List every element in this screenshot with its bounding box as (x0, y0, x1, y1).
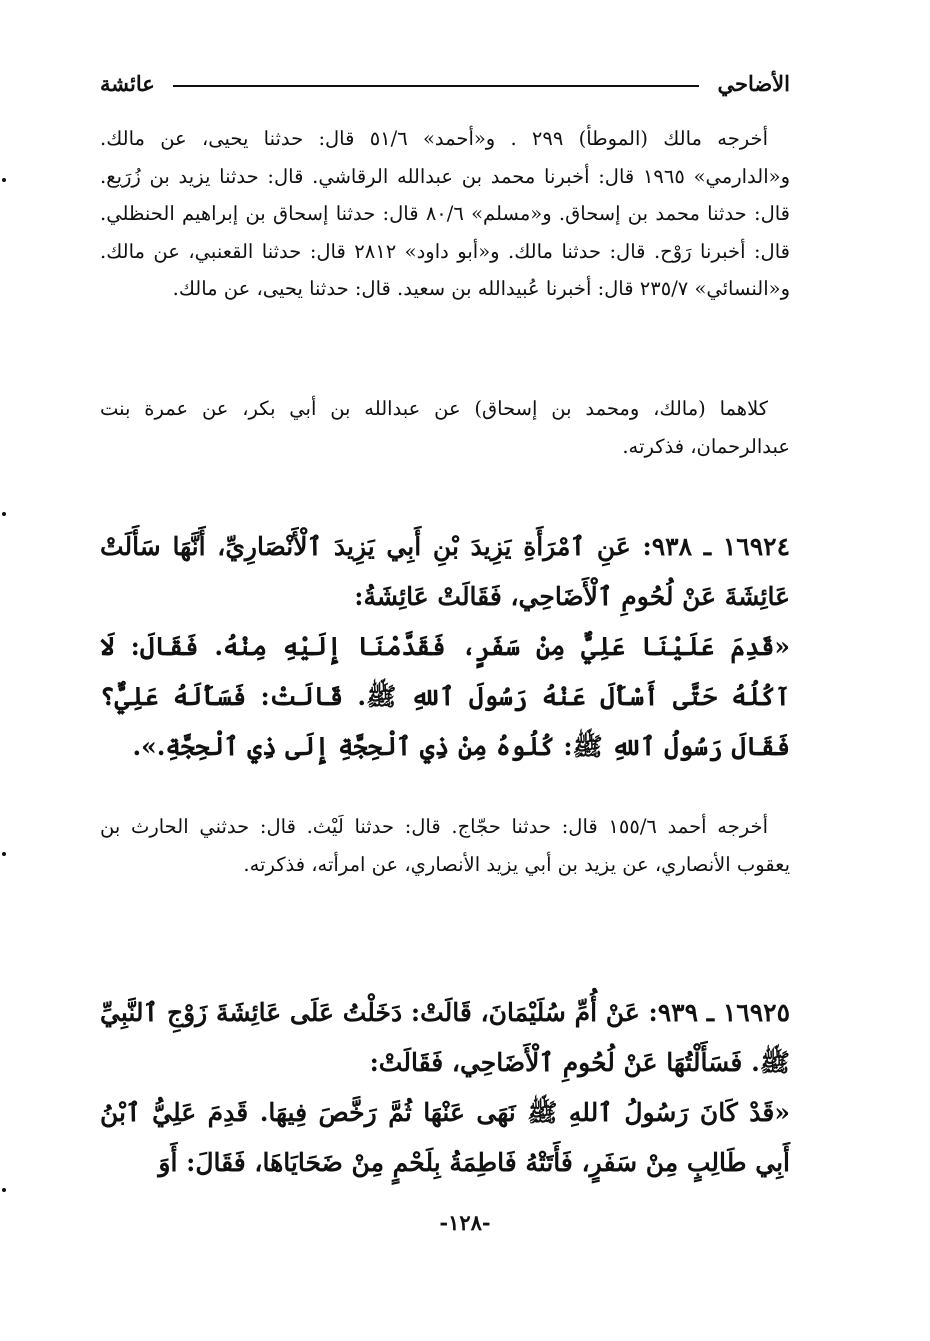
running-header (100, 66, 790, 100)
page-number: -١٢٨- (439, 1210, 491, 1235)
margin-mark (2, 852, 6, 856)
header-rule (173, 85, 700, 87)
takhrij-note-2 (100, 390, 790, 465)
takhrij-paragraph: أخرجه أحمد ١٥٥/٦ قال: حدثنا حجّاج. قال: حدثنا لَيْث. قال: حدثني الحارث بن يعقوب الأنصاري، عن يزيد بن أبي يزيد الأنصاري، عن امرأته، فذكرته. (100, 815, 790, 876)
margin-mark (2, 178, 6, 182)
hadith-16924 (100, 522, 790, 772)
takhrij-paragraph: أخرجه مالك (الموطأ) ٢٩٩ . و«أحمد» ٥١/٦ قال: حدثنا يحيى، عن مالك. و«الدارمي» ١٩٦٥ قال: أخبرنا محمد بن عبدالله الرقاشي. قال: حدثنا يزيد بن زُرَيع. قال: حدثنا محمد بن إسحاق. و«مسلم» ٨٠/٦ قال: حدثنا إسحاق بن إبراهيم الحنظلي. قال: أخبرنا رَوْح. قال: حدثنا مالك. و«أبو داود» ٢٨١٢ قال: حدثنا القعنبي، عن مالك. و«النسائي» ٢٣٥/٧ قال: أخبرنا عُبيدالله بن سعيد. قال: حدثنا يحيى، عن مالك. (100, 127, 791, 300)
section-title: عائشة (100, 70, 155, 96)
book-title: الأضاحي (717, 70, 790, 96)
hadith-16925 (100, 988, 790, 1188)
margin-mark (2, 512, 6, 516)
takhrij-note-3 (100, 808, 790, 883)
hadith-isnad: ١٦٩٢٥ ـ ٩٣٩: عَنْ أُمِّ سُلَيْمَانَ، قَالَتْ: دَخَلْتُ عَلَى عَائِشَةَ زَوْجِ ٱلنَّبِيِّ ﷺ. فَسَأَلْتُهَا عَنْ لُحُومِ ٱلْأَضَاحِي، فَقَالَتْ: (100, 998, 791, 1077)
margin-mark (2, 1188, 6, 1192)
takhrij-paragraph: كلاهما (مالك، ومحمد بن إسحاق) عن عبدالله بن أبي بكر، عن عمرة بنت عبدالرحمان، فذكرته. (100, 397, 790, 458)
hadith-matn: «قَدِمَ عَلَيْنَا عَلِيٌّ مِنْ سَفَرٍ، فَقَدَّمْنَا إِلَيْهِ مِنْهُ. فَقَالَ: لَا آكُلُهُ حَتَّى أَسْأَلَ عَنْهُ رَسُولَ ٱللهِ ﷺ. قَالَتْ: فَسَأَلَهُ عَلِيٌّ؟ فَقَالَ رَسُولُ ٱللهِ ﷺ: كُلُوهُ مِنْ ذِي ٱلْحِجَّةِ إِلَى ذِي ٱلْحِجَّةِ.». (100, 632, 790, 761)
hadith-matn: «قَدْ كَانَ رَسُولُ ٱللهِ ﷺ نَهَى عَنْهَا ثُمَّ رَخَّصَ فِيهَا. قَدِمَ عَلِيُّ ٱبْنُ أَبِي طَالِبٍ مِنْ سَفَرٍ، فَأَتَتْهُ فَاطِمَةُ بِلَحْمٍ مِنْ ضَحَايَاهَا، فَقَالَ: أَوَ (100, 1098, 790, 1177)
takhrij-note-1 (100, 120, 790, 308)
hadith-isnad: ١٦٩٢٤ ـ ٩٣٨: عَنِ ٱمْرَأَةِ يَزِيدَ بْنِ أَبِي يَزِيدَ ٱلْأَنْصَارِيِّ، أَنَّهَا سَأَلَتْ عَائِشَةَ عَنْ لُحُومِ ٱلْأَضَاحِي، فَقَالَتْ عَائِشَةُ: (100, 532, 790, 611)
